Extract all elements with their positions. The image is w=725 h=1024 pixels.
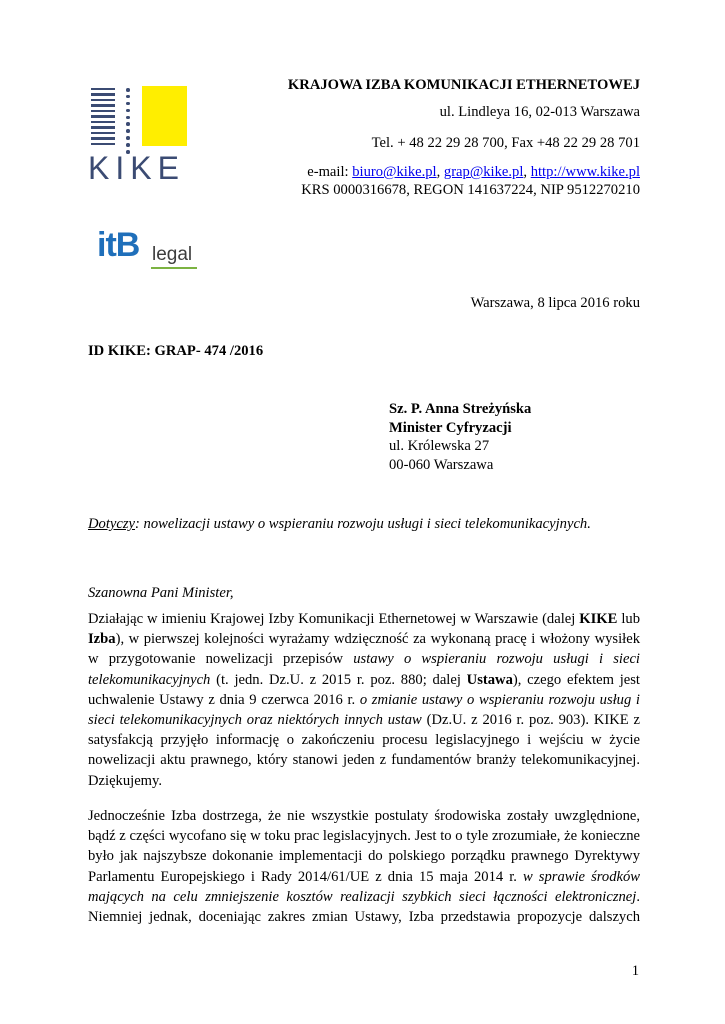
paragraph-line: Parlamentu Europejskiego i Rady 2014/61/UE z dnia 15 maja 2014 r. w sprawie środków [88,868,640,885]
paragraph-line: mających na celu zmniejszenie kosztów realizacji szybkich sieci łączności elektronicznej. [88,888,640,905]
salutation: Szanowna Pani Minister, [88,585,234,601]
org-registry: KRS 0000316678, REGON 141637224, NIP 9512270210 [301,182,640,198]
kike-logo-text: KIKE [88,150,185,186]
email-link-biuro[interactable]: biuro@kike.pl [352,164,437,180]
subject-label: Dotyczy [88,516,136,532]
subject-text: : nowelizacji ustawy o wspieraniu rozwoju usługi i sieci telekomunikacyjnych. [135,516,591,532]
recipient-title: Minister Cyfryzacji [389,420,512,436]
paragraph-line: bądź z części wycofano się w toku prac legislacyjnych. Jest to o tyle zrozumiałe, że konieczne [88,828,640,845]
subject-line [88,515,591,533]
paragraph-line: Niemniej jednak, doceniając zakres zmian Ustawy, Izba przedstawia propozycje dalszych [88,908,640,925]
kike-logo-yellow-block [142,86,187,146]
email-link-grap[interactable]: grap@kike.pl [443,164,524,180]
website-link[interactable]: http://www.kike.pl [530,164,640,180]
org-contacts: e-mail: biuro@kike.pl, grap@kike.pl, http://www.kike.pl [307,164,640,180]
paragraph-line: telekomunikacyjnych (t. jedn. Dz.U. z 2015 r. poz. 880; dalej Ustawa), czego efektem jest [88,671,640,688]
paragraph-line: sieci telekomunikacyjnych oraz niektórych innych ustaw (Dz.U. z 2016 r. poz. 903). KIKE z [88,711,640,728]
paragraph-line: Jednocześnie Izba dostrzega, że nie wszystkie postulaty środowiska zostały uwzględnione, [88,808,640,824]
paragraph-line: było jak najszybsze dokonanie implementacji do polskiego porządku prawnego Dyrektywy [88,848,640,865]
itb-logo-underline [151,267,197,269]
paragraph-2 [88,806,640,927]
itb-logo-main: itB [97,226,140,264]
recipient-name: Sz. P. Anna Streżyńska [389,401,532,417]
org-name: KRAJOWA IZBA KOMUNIKACJI ETHERNETOWEJ [287,77,640,93]
paragraph-line: satysfakcją przyjęło informację o zakończeniu procesu legislacyjnego i wejściu w życie [88,732,640,749]
itb-legal-logo [97,226,207,272]
recipient-street: ul. Królewska 27 [389,438,490,454]
paragraph-line: uchwalenie Ustawy z dnia 9 czerwca 2016 r. o zmianie ustawy o wspieraniu rozwoju usług i [88,691,640,708]
recipient-city: 00-060 Warszawa [389,457,494,473]
org-phone-fax: Tel. + 48 22 29 28 700, Fax +48 22 29 28 701 [371,135,640,151]
org-address: ul. Lindleya 16, 02-013 Warszawa [439,104,640,120]
reference-id: ID KIKE: GRAP- 474 /2016 [88,343,264,359]
paragraph-line: nowelizacji aktu prawnego, który stanowi jeden z fundamentów branży telekomunikacyjnej. [88,752,640,769]
kike-logo-dots [126,88,131,157]
paragraph-line: w przygotowanie nowelizacji przepisów ustawy o wspieraniu rozwoju usługi i sieci [88,651,640,668]
kike-logo-bars [91,88,115,148]
letter-date: Warszawa, 8 lipca 2016 roku [470,295,640,311]
kike-logo [88,86,194,186]
paragraph-line: Dziękujemy. [88,772,163,789]
page-number: 1 [631,963,639,979]
itb-logo-legal: legal [152,244,193,265]
paragraph-line: Działając w imieniu Krajowej Izby Komunikacji Ethernetowej w Warszawie (dalej KIKE lub [88,611,641,627]
paragraph-line: Izba), w pierwszej kolejności wyrażamy wdzięczność za wykonaną pracę i włożony wysiłek [88,631,640,648]
paragraph-1 [88,609,640,791]
